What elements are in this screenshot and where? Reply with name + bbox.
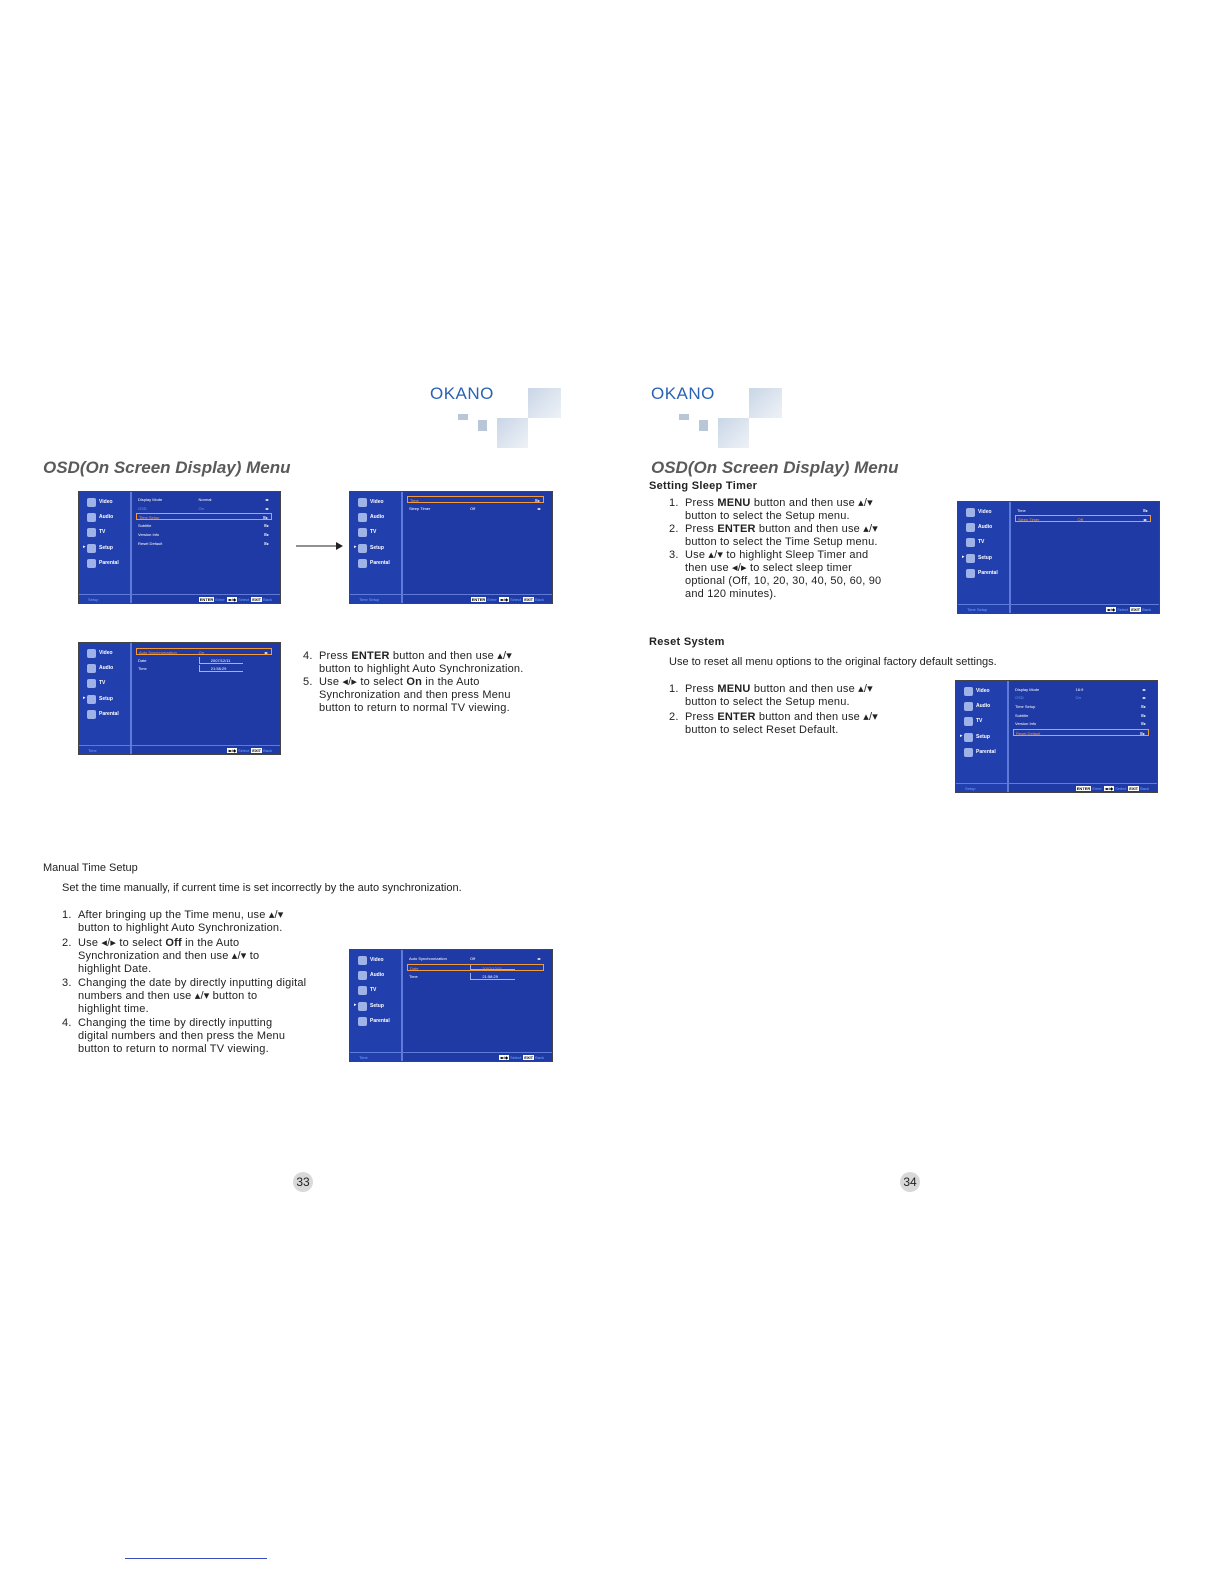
osd-menu-video: Video (87, 496, 113, 508)
osd-row: Subtitle ⊞▸ (138, 523, 269, 528)
osd-row: Auto Synchronization Off ◂▸ (409, 956, 541, 961)
step-item: 4. Changing the time by directly inputting digital numbers and then press the Menu button to return to normal TV viewing. (62, 1017, 286, 1055)
osd-footer: Time Setup ◂▸/◆ Select EXIT Back (958, 604, 1159, 613)
osd-footer: Time Setup ENTER Enter ◂▸/◆ Select EXIT Back (350, 594, 552, 603)
osd-menu-tv: TV (964, 715, 982, 727)
setup-icon (964, 733, 973, 742)
osd-menu-tv: TV (966, 536, 984, 548)
step-item: 3. Use ▴/▾ to highlight Sleep Timer and then use ◂/▸ to select sleep timer optional (Off, 10, 20, 30, 40, 50, 60, 90 and 120 minutes). (669, 549, 882, 600)
osd-menu-setup: Setup (87, 693, 113, 705)
brand-logo-left: OKANO (430, 384, 494, 403)
audio-icon (358, 971, 367, 980)
osd-footer: Setup ENTER Enter ◂▸/◆ Select EXIT Back (956, 783, 1157, 792)
osd-row: Version Info ⊞▸ (138, 532, 269, 537)
selected-arrow-icon: ▸ (83, 544, 86, 550)
osd-menu-setup: Setup (964, 731, 990, 743)
osd-row: Time ⊞▸ (1017, 508, 1148, 513)
osd-footer: Time ◂▸/◆ Select EXIT Back (350, 1052, 552, 1061)
step-item: 5. Use ◂/▸ to select On in the Auto Synchronization and then press Menu button to return to normal TV viewing. (303, 676, 511, 714)
logo-decor-square (718, 418, 749, 448)
logo-decor-square (699, 420, 708, 431)
osd-row-highlighted: Sleep Timer Off ◂▸ (1015, 515, 1151, 522)
reset-intro: Use to reset all menu options to the original factory default settings. (669, 656, 997, 668)
osd-menu-setup: Setup (358, 1000, 384, 1012)
osd-menu-setup: Setup (966, 552, 992, 564)
osd-menu-audio: Audio (966, 521, 992, 533)
osd-row: Version Info ⊞▸ (1015, 721, 1146, 726)
setup-icon (87, 544, 96, 553)
osd-menu-audio: Audio (964, 700, 990, 712)
step-item: 1. After bringing up the Time menu, use ▴/▾ button to highlight Auto Synchronization. (62, 909, 284, 934)
osd-screen-time-auto-off (349, 949, 553, 1062)
parental-icon (87, 710, 96, 719)
step-item: 2. Use ◂/▸ to select Off in the Auto Synchronization and then use ▴/▾ to highlight Date. (62, 937, 260, 975)
osd-row: Date 2007/12/11 (136, 657, 272, 664)
osd-menu-parental: Parental (358, 1015, 390, 1027)
osd-menu-parental: Parental (87, 708, 119, 720)
osd-row: Display Mode Normal ◂▸ (138, 497, 269, 502)
selected-arrow-icon: ▸ (83, 695, 86, 701)
osd-row: OSD On ◂▸ (1015, 695, 1146, 700)
section-title-manual-time: Manual Time Setup (43, 862, 138, 874)
step-item: 4. Press ENTER button and then use ▴/▾ button to highlight Auto Synchronization. (303, 650, 524, 675)
osd-row: Time Setup ⊞▸ (1015, 704, 1146, 709)
osd-screen-time-auto-on (78, 642, 281, 755)
logo-decor-square (749, 388, 782, 418)
selected-arrow-icon: ▸ (354, 1002, 357, 1008)
logo-decor-square (679, 414, 689, 420)
osd-menu-audio: Audio (358, 969, 384, 981)
osd-screen-reset-default (955, 680, 1158, 793)
brand-logo-right: OKANO (651, 384, 715, 403)
osd-menu-tv: TV (358, 984, 376, 996)
selected-arrow-icon: ▸ (962, 554, 965, 560)
setup-icon (966, 554, 975, 563)
video-icon (966, 508, 975, 517)
osd-row: Reset Default ⊞▸ (138, 541, 269, 546)
osd-row: Subtitle ⊞▸ (1015, 713, 1146, 718)
osd-row-highlighted: Time Setup ⊞▸ (136, 513, 272, 520)
audio-icon (87, 513, 96, 522)
section-title-sleep-timer: Setting Sleep Timer (649, 480, 758, 492)
osd-screen-time-setup (349, 491, 553, 604)
parental-icon (964, 748, 973, 757)
osd-menu-video: Video (87, 647, 113, 659)
parental-icon (358, 1017, 367, 1026)
step-item: 2. Press ENTER button and then use ▴/▾ button to select the Time Setup menu. (669, 523, 878, 548)
manual-intro: Set the time manually, if current time is set incorrectly by the auto synchronization. (62, 882, 462, 894)
audio-icon (966, 523, 975, 532)
tv-icon (964, 717, 973, 726)
step-item: 3. Changing the date by directly inputting digital numbers and then use ▴/▾ button to highlight time. (62, 977, 307, 1015)
setup-icon (358, 1002, 367, 1011)
steps-reset (669, 683, 929, 737)
setup-icon (87, 695, 96, 704)
parental-icon (87, 559, 96, 568)
page-number-left: 33 (293, 1172, 313, 1192)
parental-icon (358, 559, 367, 568)
osd-menu-parental: Parental (87, 557, 119, 569)
page-heading-left: OSD(On Screen Display) Menu (43, 458, 291, 477)
page-heading-right: OSD(On Screen Display) Menu (651, 458, 899, 477)
osd-row-highlighted: Auto Synchronization On ◂▸ (136, 648, 272, 655)
osd-menu-video: Video (358, 954, 384, 966)
osd-menu-setup: Setup (87, 542, 113, 554)
step-item: 1. Press MENU button and then use ▴/▾ button to select the Setup menu. (669, 683, 873, 708)
osd-menu-audio: Audio (358, 511, 384, 523)
video-icon (964, 687, 973, 696)
tv-icon (966, 538, 975, 547)
step-item: 1. Press MENU button and then use ▴/▾ button to select the Setup menu. (669, 497, 873, 522)
section-title-reset: Reset System (649, 636, 725, 648)
steps-auto-sync (303, 650, 563, 715)
video-icon (87, 498, 96, 507)
osd-row-highlighted: Reset Default ⊞▸ (1013, 729, 1149, 736)
step-item: 2. Press ENTER button and then use ▴/▾ button to select Reset Default. (669, 711, 878, 736)
osd-screen-sleep-timer (957, 501, 1160, 614)
osd-menu-parental: Parental (966, 567, 998, 579)
osd-menu-video: Video (964, 685, 990, 697)
osd-footer: Time ◂▸/◆ Select EXIT Back (79, 745, 280, 754)
tv-icon (87, 679, 96, 688)
logo-decor-square (478, 420, 487, 431)
osd-footer: Setup ENTER Enter ◂▸/◆ Select EXIT Back (79, 594, 280, 603)
osd-screen-setup (78, 491, 281, 604)
steps-sleep-timer (669, 497, 929, 601)
logo-decor-square (458, 414, 468, 420)
osd-menu-video: Video (358, 496, 384, 508)
osd-menu-parental: Parental (964, 746, 996, 758)
steps-manual-time (62, 909, 342, 1056)
setup-icon (358, 544, 367, 553)
video-icon (87, 649, 96, 658)
osd-row: Sleep Timer Off ◂▸ (409, 506, 541, 511)
page-number-right: 34 (900, 1172, 920, 1192)
tv-icon (358, 986, 367, 995)
footer-rule (125, 1558, 267, 1559)
osd-menu-setup: Setup (358, 542, 384, 554)
osd-row-highlighted: Date 2007/12/11 (407, 964, 544, 971)
tv-icon (358, 528, 367, 537)
audio-icon (87, 664, 96, 673)
logo-decor-square (497, 418, 528, 448)
selected-arrow-icon: ▸ (354, 544, 357, 550)
osd-menu-parental: Parental (358, 557, 390, 569)
osd-menu-video: Video (966, 506, 992, 518)
audio-icon (358, 513, 367, 522)
flow-arrow-icon (296, 540, 344, 552)
osd-row-highlighted: Time ⊞▸ (407, 496, 544, 503)
video-icon (358, 498, 367, 507)
parental-icon (966, 569, 975, 578)
logo-decor-square (528, 388, 561, 418)
osd-menu-audio: Audio (87, 662, 113, 674)
osd-menu-tv: TV (87, 526, 105, 538)
selected-arrow-icon: ▸ (960, 733, 963, 739)
osd-row: Display Mode 16:9 ◂▸ (1015, 687, 1146, 692)
tv-icon (87, 528, 96, 537)
osd-row: Time 21:58:29 (407, 973, 544, 980)
video-icon (358, 956, 367, 965)
audio-icon (964, 702, 973, 711)
osd-row: OSD On ◂▸ (138, 506, 269, 511)
osd-row: Time 21:58:29 (136, 665, 272, 672)
osd-menu-tv: TV (87, 677, 105, 689)
osd-menu-tv: TV (358, 526, 376, 538)
osd-menu-audio: Audio (87, 511, 113, 523)
